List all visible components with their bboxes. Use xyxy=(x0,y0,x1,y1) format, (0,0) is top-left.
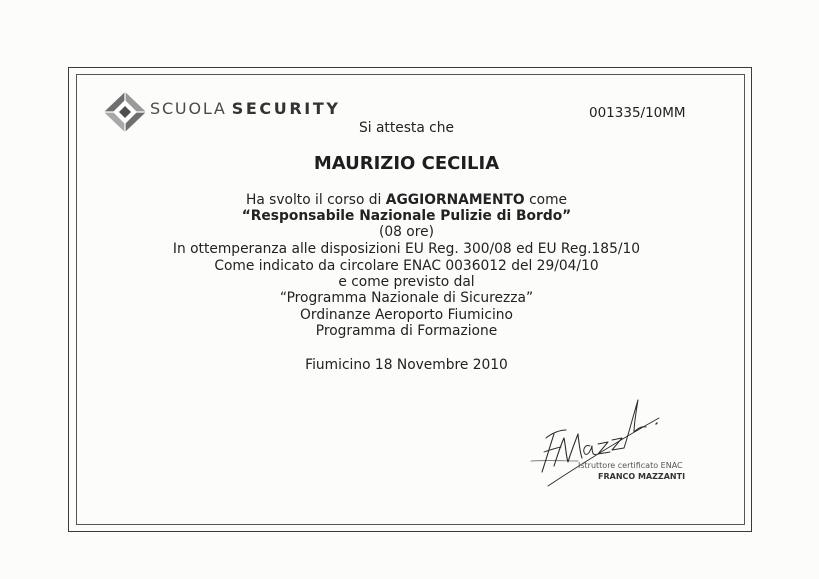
provision-line: e come previsto dal xyxy=(338,274,475,290)
intro-text: Si attesta che xyxy=(359,120,454,136)
signatory-role: Istruttore certificato ENAC xyxy=(578,461,683,470)
signatory-name: FRANCO MAZZANTI xyxy=(598,472,686,481)
brand-wordmark-light: SCUOLA xyxy=(150,99,227,118)
ordinance-line: Ordinanze Aeroporto Fiumicino xyxy=(300,307,513,323)
course-prefix: Ha svolto il corso di xyxy=(245,192,382,208)
course-type: AGGIORNAMENTO xyxy=(385,192,525,208)
course-line xyxy=(72,192,741,209)
course-suffix: come xyxy=(529,192,568,208)
certificate-number: 001335/10MM xyxy=(589,105,686,121)
place-date: Fiumicino 18 Novembre 2010 xyxy=(305,357,508,373)
training-line: Programma di Formazione xyxy=(315,323,498,339)
regulation-line: In ottemperanza alle disposizioni EU Reg. 300/08 ed EU Reg.185/10 xyxy=(172,241,641,257)
brand-wordmark xyxy=(150,101,341,117)
circular-line: Come indicato da circolare ENAC 0036012 del 29/04/10 xyxy=(214,258,599,274)
recipient-name: MAURIZIO CECILIA xyxy=(313,153,500,174)
course-title: “Responsabile Nazionale Pulizie di Bordo” xyxy=(241,208,572,224)
programme-line: “Programma Nazionale di Sicurezza” xyxy=(279,290,534,306)
course-duration: (08 ore) xyxy=(378,224,434,240)
brand-wordmark-bold: SECURITY xyxy=(231,99,341,118)
